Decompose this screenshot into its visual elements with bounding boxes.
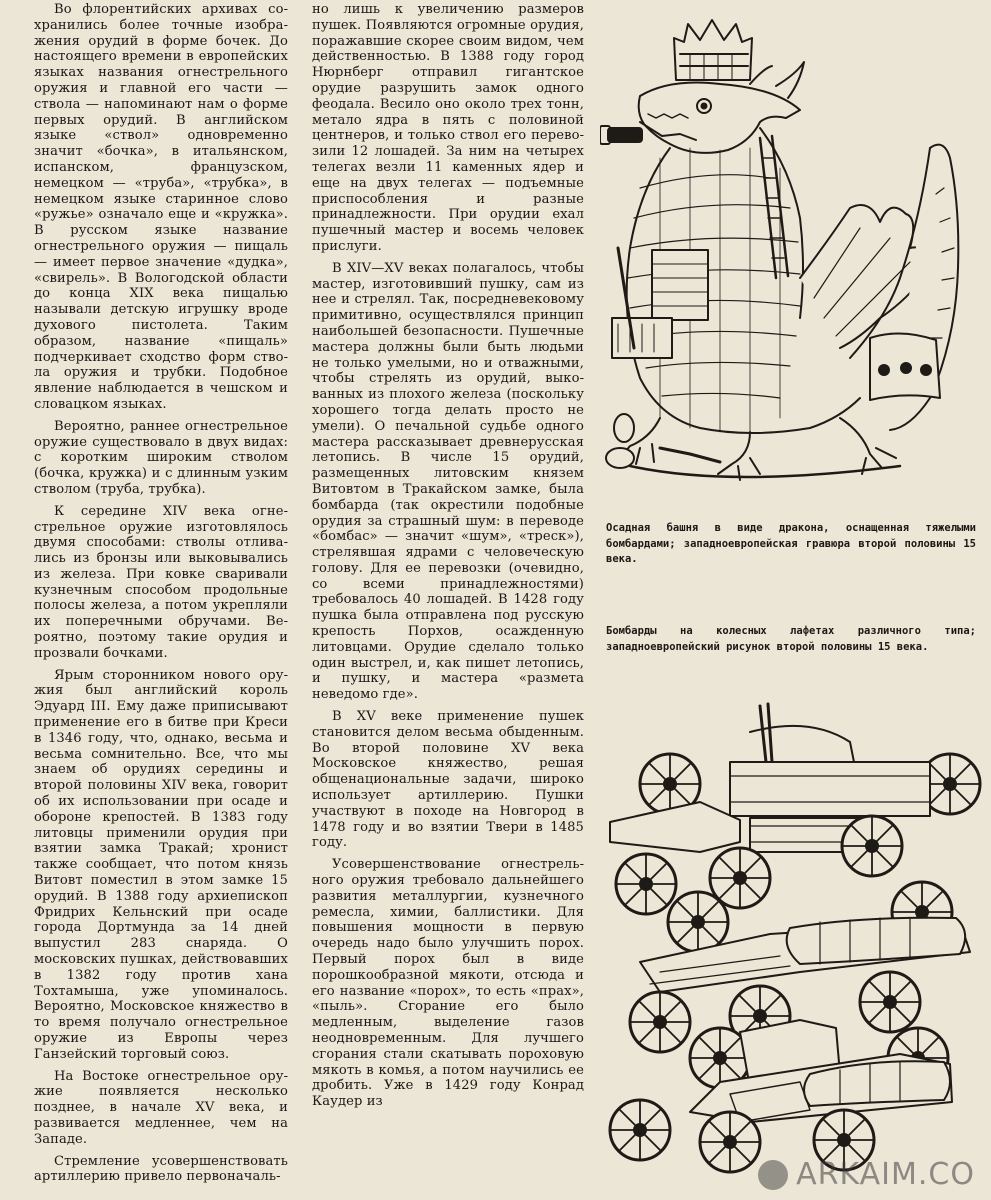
text-column-middle [312, 2, 584, 1116]
watermark [758, 1157, 975, 1192]
paragraph: В XIV—XV веках полагалось, чтобы мастер, изготовивший пушку, сам из нее и стрелял. Так, посредневековому примитивно, осуществлялся принцип наибольшей безопасности. Пушечные мастера должны были быть людьми не только умелыми, но и отважными, чтобы стрелять из орудий, выкованных из плохого железа (поскольку хорошего тогда делать просто не умели). О печальной судьбе одного мастера рассказывает древнерусская летопись. В числе 15 орудий, размещенных литовским князем Витовтом в Тракайском замке, была бомбарда (так окрестили подобные орудия за страшный шум: в переводе «бомбас» — значит «шум», «треск»), стрелявшая ядрами с человеческую голову. Для ее перевозки (очевидно, со всеми принадлежностями) требовалось 40 лошадей. В 1428 году пушка была отправлена под русскую крепость Порхов, осажденную литовцами. Орудие сделало только один выстрел, и, как пишет летопись, и пушку, и мастера «размета неведомо где». [312, 260, 584, 703]
paragraph: Стремление усовершенствовать артиллерию привело первоначаль- [34, 1153, 288, 1185]
dragon-siege-tower-engraving [600, 18, 982, 490]
paragraph: но лишь к увеличению размеров пушек. Появляются огромные орудия, поражавшие скорее своим видом, чем действенностью. В 1388 году город Нюрнберг отправил гигантское орудие разрушить замок одного феодала. Весило оно около трех тонн, метало ядра в пять с половиной центнеров, и только ствол его перевозили 12 лошадей. За ним на четырех телегах везли 11 каменных ядер и еще на двух телегах — подъемные приспособления и разные принадлежности. При орудии ехал пушечный мастер и восемь человек прислуги. [312, 2, 584, 254]
watermark-logo-icon [758, 1160, 788, 1190]
bombards-on-carriages-drawing [600, 702, 984, 1180]
paragraph: В XV веке применение пушек становится делом весьма обыденным. Во второй половине XV века Московское княжество, решая общенациональные задачи, широко использует артиллерию. Пушки участвуют в походе на Новгород в 1478 году и во взятии Твери в 1485 году. [312, 709, 584, 851]
paragraph: К середине XIV века огнестрельное оружие изготовлялось двумя способами: стволы отливались из бронзы или выковывались из железа. При ковке сваривали кузнечным способом продольные полосы железа, а потом укрепляли их поперечными обручами. Вероятно, поэтому такие орудия и прозвали бочками. [34, 503, 288, 661]
text-column-left [34, 2, 288, 1191]
watermark-text: ARKAIM.CO [796, 1157, 975, 1192]
figure-caption-dragon: Осадная башня в виде дракона, оснащенная тяжелыми бомбардами; западноевропейская гравюра второй половины 15 века. [606, 522, 976, 565]
figure-caption-cannons: Бомбарды на колесных лафетах различного типа; западноевропейский рисунок второй половины 15 века. [606, 625, 976, 653]
paragraph: Во флорентийских архивах сохранились более точные изображения орудий в форме бочек. До настоящего времени в европейских языках названия огнестрельного оружия и главной его части — ствола — напоминают нам о форме первых орудий. В английском языке «ствол» одновременно значит «бочка», в итальянском, испанском, французском, немецком — «труба», «трубка», в немецком языке старинное слово «ружье» означало еще и «кружка». В русском языке название огнестрельного оружия — пищаль — имеет первое значение «дудка», «свирель». В Вологодской области до конца XIX века пищалью называли детскую игрушку вроде духового пистолета. Таким образом, название «пищаль» подчеркивает сходство форм ствола оружия и трубки. Подобное явление наблюдается в чешском и словацком языках. [34, 2, 288, 412]
paragraph: На Востоке огнестрельное оружие появляется несколько позднее, в начале XV века, и развивается медленнее, чем на Западе. [34, 1068, 288, 1147]
paragraph: Вероятно, раннее огнестрельное оружие существовало в двух видах: с коротким широким стволом (бочка, кружка) и с длинным узким стволом (труба, трубка). [34, 418, 288, 497]
paragraph: Усовершенствование огнестрельного оружия требовало дальнейшего развития металлургии, кузнечного ремесла, химии, баллистики. Для повышения мощности в первую очередь надо было улучшить порох. Первый порох был в виде порошкообразной мякоти, отсюда и его название «порох», то есть «прах», «пыль». Сгорание его было медленным, выделение газов неодновременным. Для лучшего сгорания стали скатывать пороховую мякоть в комья, а потом научились ее дробить. Уже в 1429 году Конрад Каудер из [312, 857, 584, 1110]
paragraph: Ярым сторонником нового оружия был английский король Эдуард III. Ему даже приписывают применение его в битве при Креси в 1346 году, что, однако, весьма и весьма сомнительно. Все, что мы знаем об орудиях середины и второй половины XIV века, говорит об их использовании при осаде и обороне крепостей. В 1383 году литовцы применили орудия при взятии замка Тракай; хронист также сообщает, что потом князь Витовт поместил в этом замке 15 орудий. В 1388 году архиепископ Фридрих Кельнский при осаде города Дортмунда за 14 дней выпустил 283 снаряда. О московских пушках, действовавших в 1382 году против хана Тохтамыша, уже упоминалось. Вероятно, Московское княжество в то время получало огнестрельное оружие из Европы через Ганзейский торговый союз. [34, 667, 288, 1062]
